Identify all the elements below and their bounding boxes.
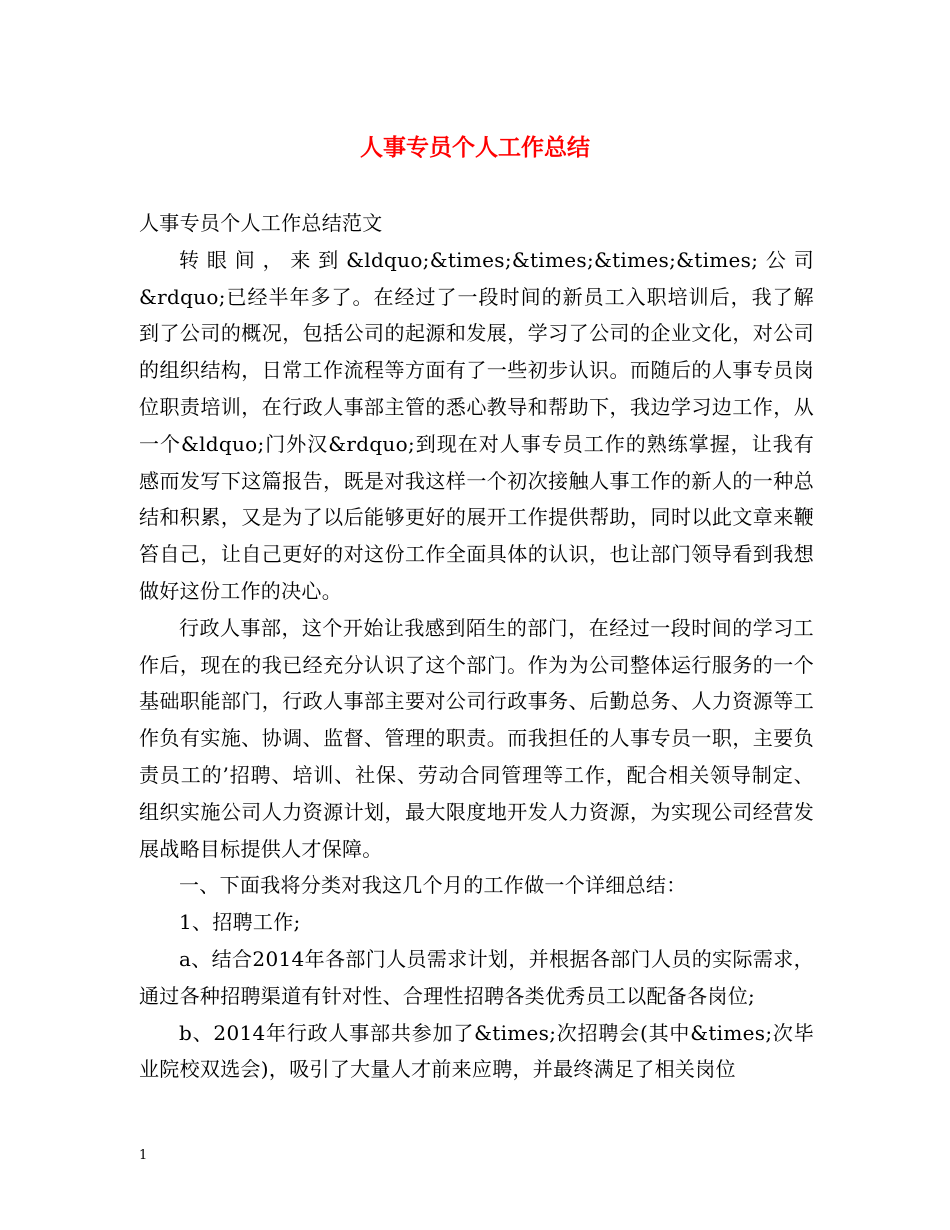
page-number: 1 xyxy=(139,1148,148,1163)
paragraph-recruitment-heading: 1、招聘工作; xyxy=(179,910,301,935)
document-body xyxy=(139,205,814,1088)
paragraph-recruitment-b: b、2014年行政人事部共参加了&times;次招聘会(其中&times;次毕业院校双选会)，吸引了大量人才前来应聘，并最终满足了相关岗位 xyxy=(139,1020,815,1082)
paragraph-recruitment-a: a、结合2014年各部门人员需求计划，并根据各部门人员的实际需求，通过各种招聘渠道有针对性、合理性招聘各类优秀员工以配备各岗位; xyxy=(139,946,814,1008)
document-title: 人事专员个人工作总结 xyxy=(360,134,590,161)
paragraph-department: 行政人事部，这个开始让我感到陌生的部门，在经过一段时间的学习工作后，现在的我已经充分认识了这个部门。作为为公司整体运行服务的一个基础职能部门，行政人事部主要对公司行政事务、后勤总务、人力资源等工作负有实施、协调、监督、管理的职责。而我担任的人事专员一职，主要负责员工的’招聘、培训、社保、劳动合同管理等工作，配合相关领导制定、组织实施公司人力资源计划，最大限度地开发人力资源，为实现公司经营发展战略目标提供人才保障。 xyxy=(139,615,814,861)
paragraph-intro: 转眼间，来到&ldquo;&times;&times;&times;&times;公司&rdquo;已经半年多了。在经过了一段时间的新员工入职培训后，我了解到了公司的概况，包括公司的起源和发展，学习了公司的企业文化，对公司的组织结构，日常工作流程等方面有了一些初步认识。而随后的人事专员岗位职责培训，在行政人事部主管的悉心教导和帮助下，我边学习边工作，从一个&ldquo;门外汉&rdquo;到现在对人事专员工作的熟练掌握，让我有感而发写下这篇报告，既是对我这样一个初次接触人事工作的新人的一种总结和积累，又是为了以后能够更好的展开工作提供帮助，同时以此文章来鞭笞自己，让自己更好的对这份工作全面具体的认识，也让部门领导看到我想做好这份工作的决心。 xyxy=(139,247,814,603)
document-subtitle: 人事专员个人工作总结范文 xyxy=(139,211,383,235)
paragraph-summary-heading: 一、下面我将分类对我这几个月的工作做一个详细总结： xyxy=(179,873,687,898)
